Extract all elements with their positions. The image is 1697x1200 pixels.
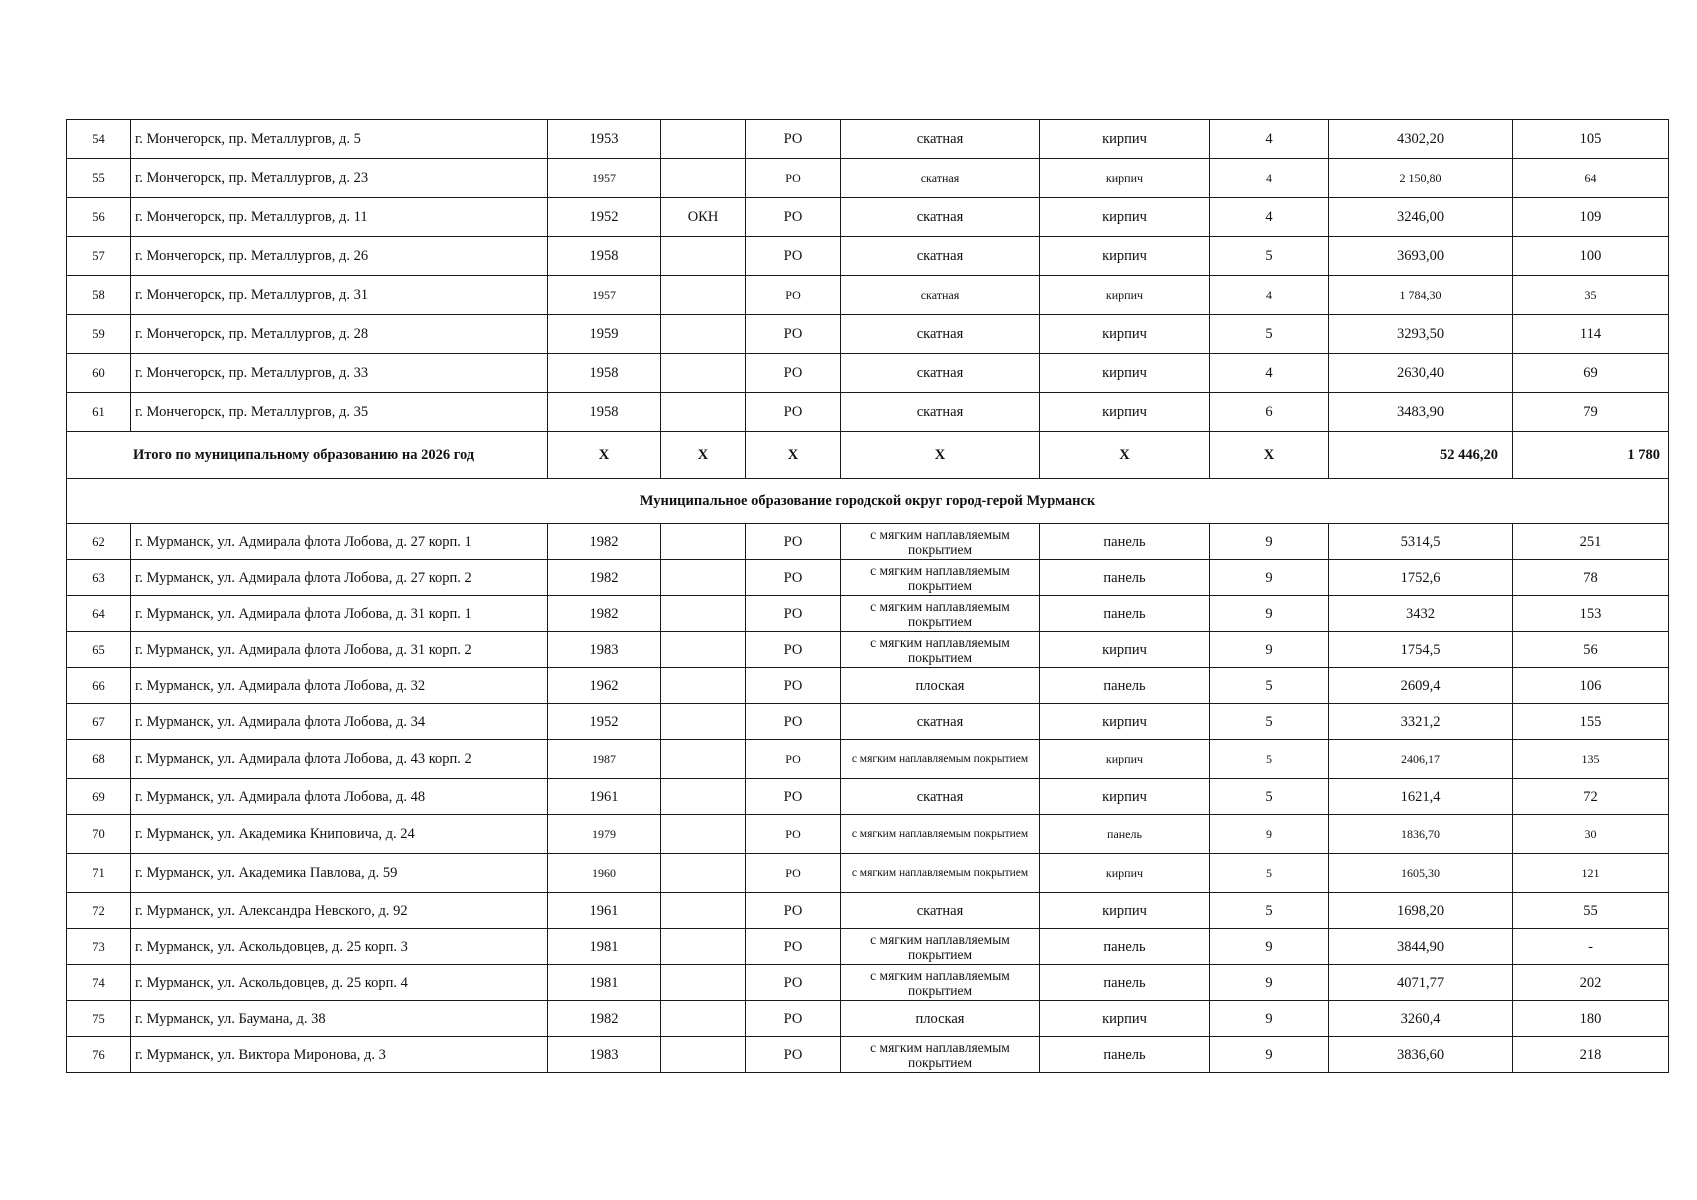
row-number-cell: 71 bbox=[67, 854, 131, 893]
roof-type-cell: скатная bbox=[841, 159, 1040, 198]
table-row bbox=[67, 524, 1669, 560]
wall-material-cell: кирпич bbox=[1040, 740, 1210, 779]
residents-cell: 153 bbox=[1513, 596, 1669, 632]
year-cell: 1981 bbox=[548, 929, 661, 965]
table-row bbox=[67, 237, 1669, 276]
row-number-cell: 62 bbox=[67, 524, 131, 560]
roof-type-cell: скатная bbox=[841, 704, 1040, 740]
ro-cell: РО bbox=[746, 524, 841, 560]
wall-material-cell: кирпич bbox=[1040, 704, 1210, 740]
row-number-cell: 54 bbox=[67, 120, 131, 159]
wall-material-cell: панель bbox=[1040, 596, 1210, 632]
roof-type-cell: с мягким наплавляемым покрытием bbox=[841, 560, 1040, 596]
floors-cell: 4 bbox=[1210, 354, 1329, 393]
address-cell: г. Мончегорск, пр. Металлургов, д. 11 bbox=[131, 198, 548, 237]
table-row bbox=[67, 929, 1669, 965]
wall-material-cell: панель bbox=[1040, 560, 1210, 596]
area-cell: 1 784,30 bbox=[1329, 276, 1513, 315]
ro-cell: РО bbox=[746, 668, 841, 704]
residents-cell: 72 bbox=[1513, 779, 1669, 815]
table-row bbox=[67, 198, 1669, 237]
floors-cell: 9 bbox=[1210, 929, 1329, 965]
area-cell: 3260,4 bbox=[1329, 1001, 1513, 1037]
table-row bbox=[67, 965, 1669, 1001]
table-row bbox=[67, 315, 1669, 354]
residents-cell: 64 bbox=[1513, 159, 1669, 198]
table-row bbox=[67, 393, 1669, 432]
residents-cell: 100 bbox=[1513, 237, 1669, 276]
okn-cell bbox=[661, 1037, 746, 1073]
roof-type-cell: скатная bbox=[841, 315, 1040, 354]
total-area: 52 446,20 bbox=[1329, 432, 1513, 479]
total-residents: 1 780 bbox=[1513, 432, 1669, 479]
year-cell: 1961 bbox=[548, 893, 661, 929]
ro-cell: РО bbox=[746, 704, 841, 740]
year-cell: 1962 bbox=[548, 668, 661, 704]
wall-material-cell: панель bbox=[1040, 668, 1210, 704]
year-cell: 1983 bbox=[548, 1037, 661, 1073]
row-number-cell: 66 bbox=[67, 668, 131, 704]
address-cell: г. Мурманск, ул. Адмирала флота Лобова, д. 43 корп. 2 bbox=[131, 740, 548, 779]
roof-type-cell: с мягким наплавляемым покрытием bbox=[841, 1037, 1040, 1073]
area-cell: 1754,5 bbox=[1329, 632, 1513, 668]
year-cell: 1958 bbox=[548, 237, 661, 276]
table-body-summary bbox=[67, 432, 1669, 524]
year-cell: 1952 bbox=[548, 704, 661, 740]
table-row bbox=[67, 740, 1669, 779]
wall-material-cell: панель bbox=[1040, 929, 1210, 965]
total-okn-mark: Х bbox=[661, 432, 746, 479]
row-number-cell: 69 bbox=[67, 779, 131, 815]
floors-cell: 9 bbox=[1210, 965, 1329, 1001]
area-cell: 5314,5 bbox=[1329, 524, 1513, 560]
row-number-cell: 58 bbox=[67, 276, 131, 315]
okn-cell bbox=[661, 276, 746, 315]
table-row bbox=[67, 704, 1669, 740]
floors-cell: 5 bbox=[1210, 893, 1329, 929]
address-cell: г. Мончегорск, пр. Металлургов, д. 33 bbox=[131, 354, 548, 393]
year-cell: 1982 bbox=[548, 1001, 661, 1037]
table-row bbox=[67, 893, 1669, 929]
area-cell: 3836,60 bbox=[1329, 1037, 1513, 1073]
row-number-cell: 59 bbox=[67, 315, 131, 354]
roof-type-cell: скатная bbox=[841, 393, 1040, 432]
floors-cell: 4 bbox=[1210, 120, 1329, 159]
table-row bbox=[67, 632, 1669, 668]
ro-cell: РО bbox=[746, 354, 841, 393]
wall-material-cell: кирпич bbox=[1040, 1001, 1210, 1037]
residents-cell: 251 bbox=[1513, 524, 1669, 560]
year-cell: 1952 bbox=[548, 198, 661, 237]
address-cell: г. Мурманск, ул. Адмирала флота Лобова, д. 27 корп. 1 bbox=[131, 524, 548, 560]
area-cell: 1605,30 bbox=[1329, 854, 1513, 893]
okn-cell bbox=[661, 315, 746, 354]
roof-type-cell: с мягким наплавляемым покрытием bbox=[841, 965, 1040, 1001]
ro-cell: РО bbox=[746, 632, 841, 668]
okn-cell bbox=[661, 815, 746, 854]
okn-cell bbox=[661, 524, 746, 560]
area-cell: 3693,00 bbox=[1329, 237, 1513, 276]
address-cell: г. Мурманск, ул. Академика Павлова, д. 59 bbox=[131, 854, 548, 893]
roof-type-cell: скатная bbox=[841, 779, 1040, 815]
ro-cell: РО bbox=[746, 1037, 841, 1073]
ro-cell: РО bbox=[746, 740, 841, 779]
row-number-cell: 67 bbox=[67, 704, 131, 740]
ro-cell: РО bbox=[746, 237, 841, 276]
table-row bbox=[67, 779, 1669, 815]
floors-cell: 9 bbox=[1210, 524, 1329, 560]
roof-type-cell: скатная bbox=[841, 893, 1040, 929]
table-row bbox=[67, 854, 1669, 893]
ro-cell: РО bbox=[746, 276, 841, 315]
ro-cell: РО bbox=[746, 159, 841, 198]
residents-cell: 56 bbox=[1513, 632, 1669, 668]
ro-cell: РО bbox=[746, 893, 841, 929]
okn-cell bbox=[661, 393, 746, 432]
area-cell: 1752,6 bbox=[1329, 560, 1513, 596]
row-number-cell: 75 bbox=[67, 1001, 131, 1037]
area-cell: 2 150,80 bbox=[1329, 159, 1513, 198]
roof-type-cell: с мягким наплавляемым покрытием bbox=[841, 929, 1040, 965]
table-row bbox=[67, 1001, 1669, 1037]
address-cell: г. Мончегорск, пр. Металлургов, д. 35 bbox=[131, 393, 548, 432]
wall-material-cell: кирпич bbox=[1040, 854, 1210, 893]
table-row bbox=[67, 159, 1669, 198]
total-row bbox=[67, 432, 1669, 479]
residents-cell: 218 bbox=[1513, 1037, 1669, 1073]
residents-cell: 180 bbox=[1513, 1001, 1669, 1037]
okn-cell bbox=[661, 854, 746, 893]
floors-cell: 9 bbox=[1210, 1001, 1329, 1037]
address-cell: г. Мурманск, ул. Адмирала флота Лобова, д. 32 bbox=[131, 668, 548, 704]
address-cell: г. Мончегорск, пр. Металлургов, д. 31 bbox=[131, 276, 548, 315]
address-cell: г. Мончегорск, пр. Металлургов, д. 26 bbox=[131, 237, 548, 276]
table-row bbox=[67, 560, 1669, 596]
residents-cell: 105 bbox=[1513, 120, 1669, 159]
area-cell: 2406,17 bbox=[1329, 740, 1513, 779]
year-cell: 1982 bbox=[548, 560, 661, 596]
roof-type-cell: с мягким наплавляемым покрытием bbox=[841, 524, 1040, 560]
section-title: Муниципальное образование городской округ город-герой Мурманск bbox=[67, 479, 1669, 524]
area-cell: 4071,77 bbox=[1329, 965, 1513, 1001]
residents-cell: 155 bbox=[1513, 704, 1669, 740]
row-number-cell: 60 bbox=[67, 354, 131, 393]
section-heading-row bbox=[67, 479, 1669, 524]
year-cell: 1961 bbox=[548, 779, 661, 815]
total-roof-mark: Х bbox=[841, 432, 1040, 479]
residents-cell: 106 bbox=[1513, 668, 1669, 704]
ro-cell: РО bbox=[746, 854, 841, 893]
area-cell: 2609,4 bbox=[1329, 668, 1513, 704]
roof-type-cell: с мягким наплавляемым покрытием bbox=[841, 854, 1040, 893]
row-number-cell: 72 bbox=[67, 893, 131, 929]
wall-material-cell: кирпич bbox=[1040, 315, 1210, 354]
address-cell: г. Мончегорск, пр. Металлургов, д. 28 bbox=[131, 315, 548, 354]
roof-type-cell: скатная bbox=[841, 237, 1040, 276]
ro-cell: РО bbox=[746, 315, 841, 354]
address-cell: г. Мурманск, ул. Адмирала флота Лобова, д. 31 корп. 2 bbox=[131, 632, 548, 668]
floors-cell: 5 bbox=[1210, 740, 1329, 779]
floors-cell: 5 bbox=[1210, 779, 1329, 815]
area-cell: 3321,2 bbox=[1329, 704, 1513, 740]
roof-type-cell: плоская bbox=[841, 668, 1040, 704]
row-number-cell: 74 bbox=[67, 965, 131, 1001]
address-cell: г. Мончегорск, пр. Металлургов, д. 5 bbox=[131, 120, 548, 159]
wall-material-cell: кирпич bbox=[1040, 779, 1210, 815]
residents-cell: 55 bbox=[1513, 893, 1669, 929]
row-number-cell: 64 bbox=[67, 596, 131, 632]
floors-cell: 9 bbox=[1210, 632, 1329, 668]
ro-cell: РО bbox=[746, 1001, 841, 1037]
wall-material-cell: кирпич bbox=[1040, 120, 1210, 159]
okn-cell bbox=[661, 893, 746, 929]
area-cell: 3844,90 bbox=[1329, 929, 1513, 965]
wall-material-cell: кирпич bbox=[1040, 237, 1210, 276]
floors-cell: 9 bbox=[1210, 560, 1329, 596]
floors-cell: 5 bbox=[1210, 237, 1329, 276]
year-cell: 1982 bbox=[548, 524, 661, 560]
wall-material-cell: кирпич bbox=[1040, 198, 1210, 237]
area-cell: 1621,4 bbox=[1329, 779, 1513, 815]
table-body-murmansk bbox=[67, 524, 1669, 1073]
roof-type-cell: с мягким наплавляемым покрытием bbox=[841, 632, 1040, 668]
roof-type-cell: скатная bbox=[841, 120, 1040, 159]
wall-material-cell: кирпич bbox=[1040, 159, 1210, 198]
roof-type-cell: скатная bbox=[841, 354, 1040, 393]
roof-type-cell: с мягким наплавляемым покрытием bbox=[841, 815, 1040, 854]
area-cell: 3246,00 bbox=[1329, 198, 1513, 237]
okn-cell bbox=[661, 237, 746, 276]
ro-cell: РО bbox=[746, 560, 841, 596]
roof-type-cell: скатная bbox=[841, 276, 1040, 315]
table-row bbox=[67, 120, 1669, 159]
wall-material-cell: панель bbox=[1040, 965, 1210, 1001]
residents-cell: 202 bbox=[1513, 965, 1669, 1001]
address-cell: г. Мурманск, ул. Адмирала флота Лобова, д. 48 bbox=[131, 779, 548, 815]
address-cell: г. Мурманск, ул. Александра Невского, д. 92 bbox=[131, 893, 548, 929]
year-cell: 1958 bbox=[548, 354, 661, 393]
row-number-cell: 57 bbox=[67, 237, 131, 276]
okn-cell bbox=[661, 929, 746, 965]
residents-cell: 114 bbox=[1513, 315, 1669, 354]
wall-material-cell: панель bbox=[1040, 1037, 1210, 1073]
ro-cell: РО bbox=[746, 393, 841, 432]
floors-cell: 6 bbox=[1210, 393, 1329, 432]
year-cell: 1979 bbox=[548, 815, 661, 854]
row-number-cell: 68 bbox=[67, 740, 131, 779]
year-cell: 1957 bbox=[548, 276, 661, 315]
roof-type-cell: с мягким наплавляемым покрытием bbox=[841, 740, 1040, 779]
year-cell: 1983 bbox=[548, 632, 661, 668]
year-cell: 1981 bbox=[548, 965, 661, 1001]
okn-cell: ОКН bbox=[661, 198, 746, 237]
row-number-cell: 56 bbox=[67, 198, 131, 237]
residents-cell: 69 bbox=[1513, 354, 1669, 393]
wall-material-cell: кирпич bbox=[1040, 632, 1210, 668]
residents-cell: - bbox=[1513, 929, 1669, 965]
floors-cell: 9 bbox=[1210, 815, 1329, 854]
okn-cell bbox=[661, 1001, 746, 1037]
table-row bbox=[67, 668, 1669, 704]
okn-cell bbox=[661, 632, 746, 668]
year-cell: 1953 bbox=[548, 120, 661, 159]
residents-cell: 78 bbox=[1513, 560, 1669, 596]
row-number-cell: 73 bbox=[67, 929, 131, 965]
area-cell: 1836,70 bbox=[1329, 815, 1513, 854]
okn-cell bbox=[661, 779, 746, 815]
year-cell: 1959 bbox=[548, 315, 661, 354]
housing-register-table bbox=[66, 119, 1669, 1073]
year-cell: 1982 bbox=[548, 596, 661, 632]
roof-type-cell: с мягким наплавляемым покрытием bbox=[841, 596, 1040, 632]
address-cell: г. Мурманск, ул. Адмирала флота Лобова, д. 31 корп. 1 bbox=[131, 596, 548, 632]
okn-cell bbox=[661, 560, 746, 596]
floors-cell: 5 bbox=[1210, 668, 1329, 704]
roof-type-cell: скатная bbox=[841, 198, 1040, 237]
year-cell: 1958 bbox=[548, 393, 661, 432]
total-label: Итого по муниципальному образованию на 2026 год bbox=[67, 432, 548, 479]
area-cell: 4302,20 bbox=[1329, 120, 1513, 159]
row-number-cell: 63 bbox=[67, 560, 131, 596]
wall-material-cell: кирпич bbox=[1040, 276, 1210, 315]
wall-material-cell: кирпич bbox=[1040, 354, 1210, 393]
wall-material-cell: панель bbox=[1040, 524, 1210, 560]
okn-cell bbox=[661, 159, 746, 198]
floors-cell: 5 bbox=[1210, 315, 1329, 354]
residents-cell: 79 bbox=[1513, 393, 1669, 432]
roof-type-cell: плоская bbox=[841, 1001, 1040, 1037]
area-cell: 2630,40 bbox=[1329, 354, 1513, 393]
address-cell: г. Мурманск, ул. Адмирала флота Лобова, д. 27 корп. 2 bbox=[131, 560, 548, 596]
address-cell: г. Мурманск, ул. Адмирала флота Лобова, д. 34 bbox=[131, 704, 548, 740]
residents-cell: 30 bbox=[1513, 815, 1669, 854]
okn-cell bbox=[661, 354, 746, 393]
area-cell: 3483,90 bbox=[1329, 393, 1513, 432]
area-cell: 1698,20 bbox=[1329, 893, 1513, 929]
okn-cell bbox=[661, 120, 746, 159]
floors-cell: 4 bbox=[1210, 276, 1329, 315]
okn-cell bbox=[661, 596, 746, 632]
address-cell: г. Мурманск, ул. Академика Книповича, д. 24 bbox=[131, 815, 548, 854]
year-cell: 1960 bbox=[548, 854, 661, 893]
ro-cell: РО bbox=[746, 779, 841, 815]
ro-cell: РО bbox=[746, 815, 841, 854]
table-body-monchegorsk bbox=[67, 120, 1669, 432]
wall-material-cell: кирпич bbox=[1040, 393, 1210, 432]
wall-material-cell: панель bbox=[1040, 815, 1210, 854]
row-number-cell: 76 bbox=[67, 1037, 131, 1073]
row-number-cell: 70 bbox=[67, 815, 131, 854]
wall-material-cell: кирпич bbox=[1040, 893, 1210, 929]
floors-cell: 5 bbox=[1210, 854, 1329, 893]
area-cell: 3432 bbox=[1329, 596, 1513, 632]
table-row bbox=[67, 596, 1669, 632]
address-cell: г. Мончегорск, пр. Металлургов, д. 23 bbox=[131, 159, 548, 198]
row-number-cell: 65 bbox=[67, 632, 131, 668]
ro-cell: РО bbox=[746, 965, 841, 1001]
total-year-mark: Х bbox=[548, 432, 661, 479]
year-cell: 1987 bbox=[548, 740, 661, 779]
okn-cell bbox=[661, 740, 746, 779]
okn-cell bbox=[661, 668, 746, 704]
address-cell: г. Мурманск, ул. Баумана, д. 38 bbox=[131, 1001, 548, 1037]
residents-cell: 135 bbox=[1513, 740, 1669, 779]
address-cell: г. Мурманск, ул. Аскольдовцев, д. 25 корп. 3 bbox=[131, 929, 548, 965]
total-floors-mark: Х bbox=[1210, 432, 1329, 479]
table-row bbox=[67, 276, 1669, 315]
table-row bbox=[67, 1037, 1669, 1073]
floors-cell: 9 bbox=[1210, 596, 1329, 632]
area-cell: 3293,50 bbox=[1329, 315, 1513, 354]
row-number-cell: 61 bbox=[67, 393, 131, 432]
residents-cell: 35 bbox=[1513, 276, 1669, 315]
residents-cell: 121 bbox=[1513, 854, 1669, 893]
ro-cell: РО bbox=[746, 929, 841, 965]
floors-cell: 5 bbox=[1210, 704, 1329, 740]
total-ro-mark: Х bbox=[746, 432, 841, 479]
floors-cell: 9 bbox=[1210, 1037, 1329, 1073]
total-material-mark: Х bbox=[1040, 432, 1210, 479]
ro-cell: РО bbox=[746, 198, 841, 237]
year-cell: 1957 bbox=[548, 159, 661, 198]
address-cell: г. Мурманск, ул. Виктора Миронова, д. 3 bbox=[131, 1037, 548, 1073]
floors-cell: 4 bbox=[1210, 198, 1329, 237]
residents-cell: 109 bbox=[1513, 198, 1669, 237]
table-row bbox=[67, 354, 1669, 393]
row-number-cell: 55 bbox=[67, 159, 131, 198]
address-cell: г. Мурманск, ул. Аскольдовцев, д. 25 корп. 4 bbox=[131, 965, 548, 1001]
okn-cell bbox=[661, 704, 746, 740]
ro-cell: РО bbox=[746, 596, 841, 632]
floors-cell: 4 bbox=[1210, 159, 1329, 198]
table-row bbox=[67, 815, 1669, 854]
okn-cell bbox=[661, 965, 746, 1001]
ro-cell: РО bbox=[746, 120, 841, 159]
